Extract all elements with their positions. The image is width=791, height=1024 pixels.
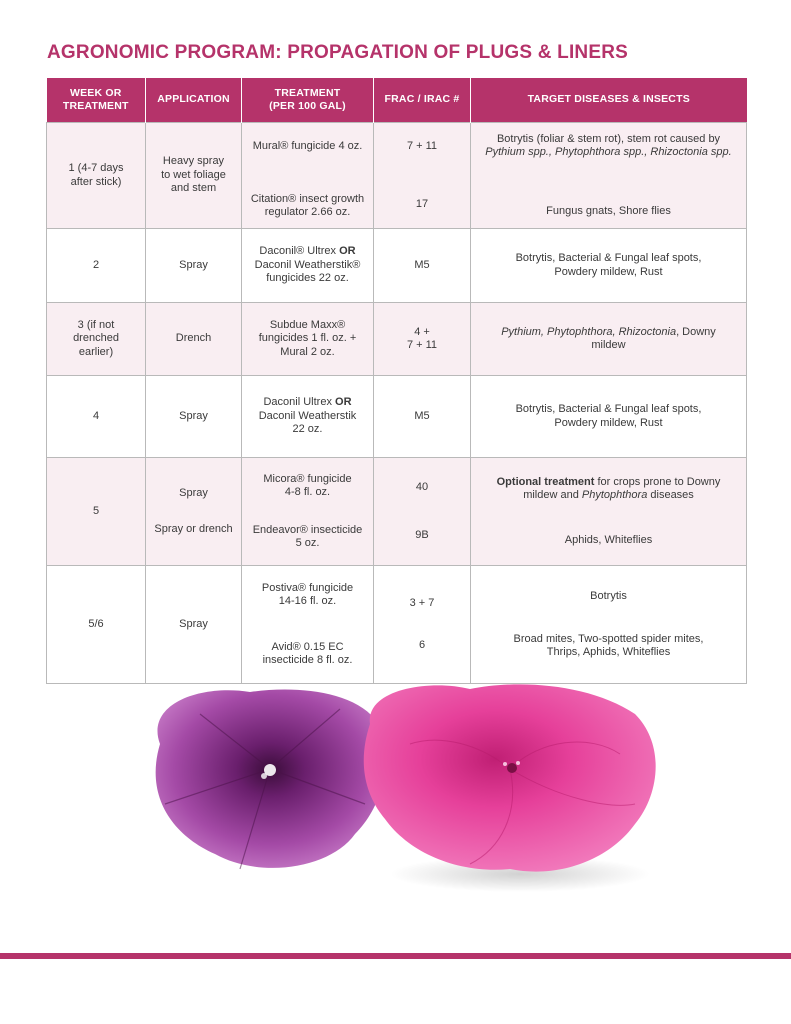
treatment-line bbox=[248, 245, 367, 259]
treatment-line bbox=[248, 396, 367, 410]
treatment-product: Daconil® Ultrex bbox=[259, 245, 336, 258]
frac-cell: M5 bbox=[374, 376, 471, 458]
table-row bbox=[47, 566, 747, 684]
application-cell: Spray bbox=[146, 229, 242, 303]
geranium-flower bbox=[364, 684, 656, 871]
table-row bbox=[47, 376, 747, 458]
agronomic-program-table bbox=[46, 78, 747, 684]
flowers-illustration bbox=[140, 684, 680, 894]
table-row bbox=[47, 303, 747, 376]
frac-value: 7 + 11 bbox=[406, 139, 438, 152]
target-line bbox=[477, 489, 740, 503]
target-pathogens-italic: Pythium, Phytophthora, Rhizoctonia bbox=[501, 325, 677, 338]
week-line: 1 (4-7 days bbox=[68, 162, 124, 174]
application-line: Spray bbox=[179, 486, 208, 499]
frac-cell: M5 bbox=[374, 229, 471, 303]
treatment-line: Citation® insect growth bbox=[250, 192, 365, 205]
frac-value: 3 + 7 bbox=[409, 596, 435, 609]
treatment-line: Mural 2 oz. bbox=[280, 345, 335, 358]
frac-cell bbox=[374, 303, 471, 376]
treatment-line: 5 oz. bbox=[295, 537, 320, 549]
header-treatment bbox=[242, 78, 374, 123]
treatment-line: Subdue Maxx® bbox=[269, 318, 346, 331]
target-cell bbox=[471, 566, 747, 684]
header-week-line1: WEEK OR bbox=[69, 86, 122, 99]
target-item bbox=[477, 633, 740, 660]
frac-value: 9B bbox=[415, 529, 429, 541]
or-label: OR bbox=[335, 396, 352, 409]
target-cell bbox=[471, 229, 747, 303]
target-item bbox=[477, 476, 740, 503]
table-row bbox=[47, 229, 747, 303]
target-line: mildew bbox=[591, 339, 626, 351]
treatment-line: Endeavor® insecticide bbox=[252, 523, 363, 536]
treatment-cell bbox=[242, 376, 374, 458]
frac-cell bbox=[374, 458, 471, 566]
target-cell bbox=[471, 123, 747, 229]
application-cell: Spray bbox=[146, 376, 242, 458]
or-label: OR bbox=[339, 245, 356, 258]
application-line: Spray or drench bbox=[154, 523, 233, 535]
target-line: Broad mites, Two-spotted spider mites, bbox=[513, 632, 704, 645]
week-cell: 2 bbox=[47, 229, 146, 303]
treatment-line: Avid® 0.15 EC bbox=[271, 640, 344, 653]
page-title: AGRONOMIC PROGRAM: PROPAGATION OF PLUGS & LINERS bbox=[47, 42, 629, 63]
target-item: Aphids, Whiteflies bbox=[564, 534, 653, 546]
target-item: Botrytis bbox=[590, 589, 627, 602]
week-cell bbox=[47, 123, 146, 229]
application-line: Heavy spray bbox=[162, 155, 225, 168]
target-line-italic: Pythium spp., Phytophthora spp., Rhizoctonia spp. bbox=[485, 146, 732, 158]
treatment-cell bbox=[242, 458, 374, 566]
table-header-row bbox=[47, 78, 747, 123]
target-rest: , Downy bbox=[676, 325, 716, 338]
footer-rule bbox=[0, 953, 791, 959]
optional-treatment-label: Optional treatment bbox=[496, 475, 595, 488]
petunia-flower bbox=[156, 689, 386, 869]
week-line: drenched bbox=[73, 332, 119, 345]
treatment-line: Micora® fungicide bbox=[263, 472, 352, 485]
treatment-line: Mural® fungicide 4 oz. bbox=[252, 139, 363, 152]
week-cell: 4 bbox=[47, 376, 146, 458]
frac-cell bbox=[374, 566, 471, 684]
header-week bbox=[47, 78, 146, 123]
application-line: and stem bbox=[170, 182, 217, 195]
header-frac-irac: FRAC / IRAC # bbox=[374, 78, 471, 123]
header-treatment-line1: TREATMENT bbox=[274, 86, 341, 99]
treatment-cell bbox=[242, 566, 374, 684]
week-line: 3 (if not bbox=[77, 318, 115, 331]
table-row bbox=[47, 458, 747, 566]
frac-line: 7 + 11 bbox=[406, 339, 438, 351]
target-text: diseases bbox=[647, 489, 694, 501]
target-line: Powdery mildew, Rust bbox=[554, 265, 663, 278]
frac-value: 17 bbox=[415, 198, 429, 210]
treatment-line: Daconil Weatherstik® bbox=[254, 258, 361, 271]
header-target: TARGET DISEASES & INSECTS bbox=[471, 78, 747, 123]
target-line: Botrytis, Bacterial & Fungal leaf spots, bbox=[515, 252, 702, 264]
target-pathogen-italic: Phytophthora bbox=[581, 489, 648, 501]
target-line bbox=[477, 326, 740, 340]
target-cell bbox=[471, 303, 747, 376]
target-line: Thrips, Aphids, Whiteflies bbox=[546, 646, 671, 658]
week-cell: 5 bbox=[47, 458, 146, 566]
treatment-line: 14-16 fl. oz. bbox=[278, 595, 337, 607]
frac-cell bbox=[374, 123, 471, 229]
target-line: Powdery mildew, Rust bbox=[554, 416, 663, 429]
target-line: Botrytis, Bacterial & Fungal leaf spots, bbox=[515, 403, 702, 415]
header-treatment-line2: (PER 100 GAL) bbox=[269, 100, 346, 112]
application-cell bbox=[146, 458, 242, 566]
week-cell: 5/6 bbox=[47, 566, 146, 684]
target-item bbox=[477, 133, 740, 160]
frac-value: 40 bbox=[415, 480, 429, 493]
target-text: mildew and bbox=[523, 489, 582, 501]
treatment-line: 4-8 fl. oz. bbox=[284, 486, 331, 498]
week-cell bbox=[47, 303, 146, 376]
treatment-line: fungicides 1 fl. oz. + bbox=[258, 332, 357, 345]
treatment-item bbox=[248, 582, 367, 609]
treatment-cell bbox=[242, 303, 374, 376]
target-line bbox=[477, 476, 740, 490]
treatment-item bbox=[248, 524, 367, 551]
target-rest: for crops prone to Downy bbox=[594, 475, 721, 488]
target-item: Fungus gnats, Shore flies bbox=[546, 205, 671, 217]
treatment-item bbox=[248, 473, 367, 500]
application-cell bbox=[146, 123, 242, 229]
header-week-line2: TREATMENT bbox=[62, 100, 129, 112]
treatment-line: Postiva® fungicide bbox=[261, 581, 354, 594]
target-line: Botrytis (foliar & stem rot), stem rot caused by bbox=[496, 132, 721, 145]
frac-value: 6 bbox=[418, 639, 426, 651]
header-application: APPLICATION bbox=[146, 78, 242, 123]
treatment-product: Daconil Ultrex bbox=[263, 396, 332, 409]
target-cell bbox=[471, 458, 747, 566]
target-cell bbox=[471, 376, 747, 458]
treatment-cell bbox=[242, 123, 374, 229]
frac-line: 4 + bbox=[414, 325, 430, 338]
treatment-line: insecticide 8 fl. oz. bbox=[262, 654, 353, 666]
treatment-line: Daconil Weatherstik bbox=[258, 409, 357, 422]
table-row bbox=[47, 123, 747, 229]
treatment-line: 22 oz. bbox=[292, 423, 323, 436]
treatment-item bbox=[248, 132, 367, 154]
treatment-line: fungicides 22 oz. bbox=[266, 272, 349, 285]
treatment-cell bbox=[242, 229, 374, 303]
treatment-item bbox=[248, 641, 367, 668]
week-line: earlier) bbox=[78, 345, 114, 358]
week-line: after stick) bbox=[70, 175, 122, 188]
treatment-line: regulator 2.66 oz. bbox=[264, 206, 351, 218]
treatment-item bbox=[248, 193, 367, 220]
application-line: to wet foliage bbox=[161, 168, 226, 181]
application-cell: Spray bbox=[146, 566, 242, 684]
application-cell: Drench bbox=[146, 303, 242, 376]
